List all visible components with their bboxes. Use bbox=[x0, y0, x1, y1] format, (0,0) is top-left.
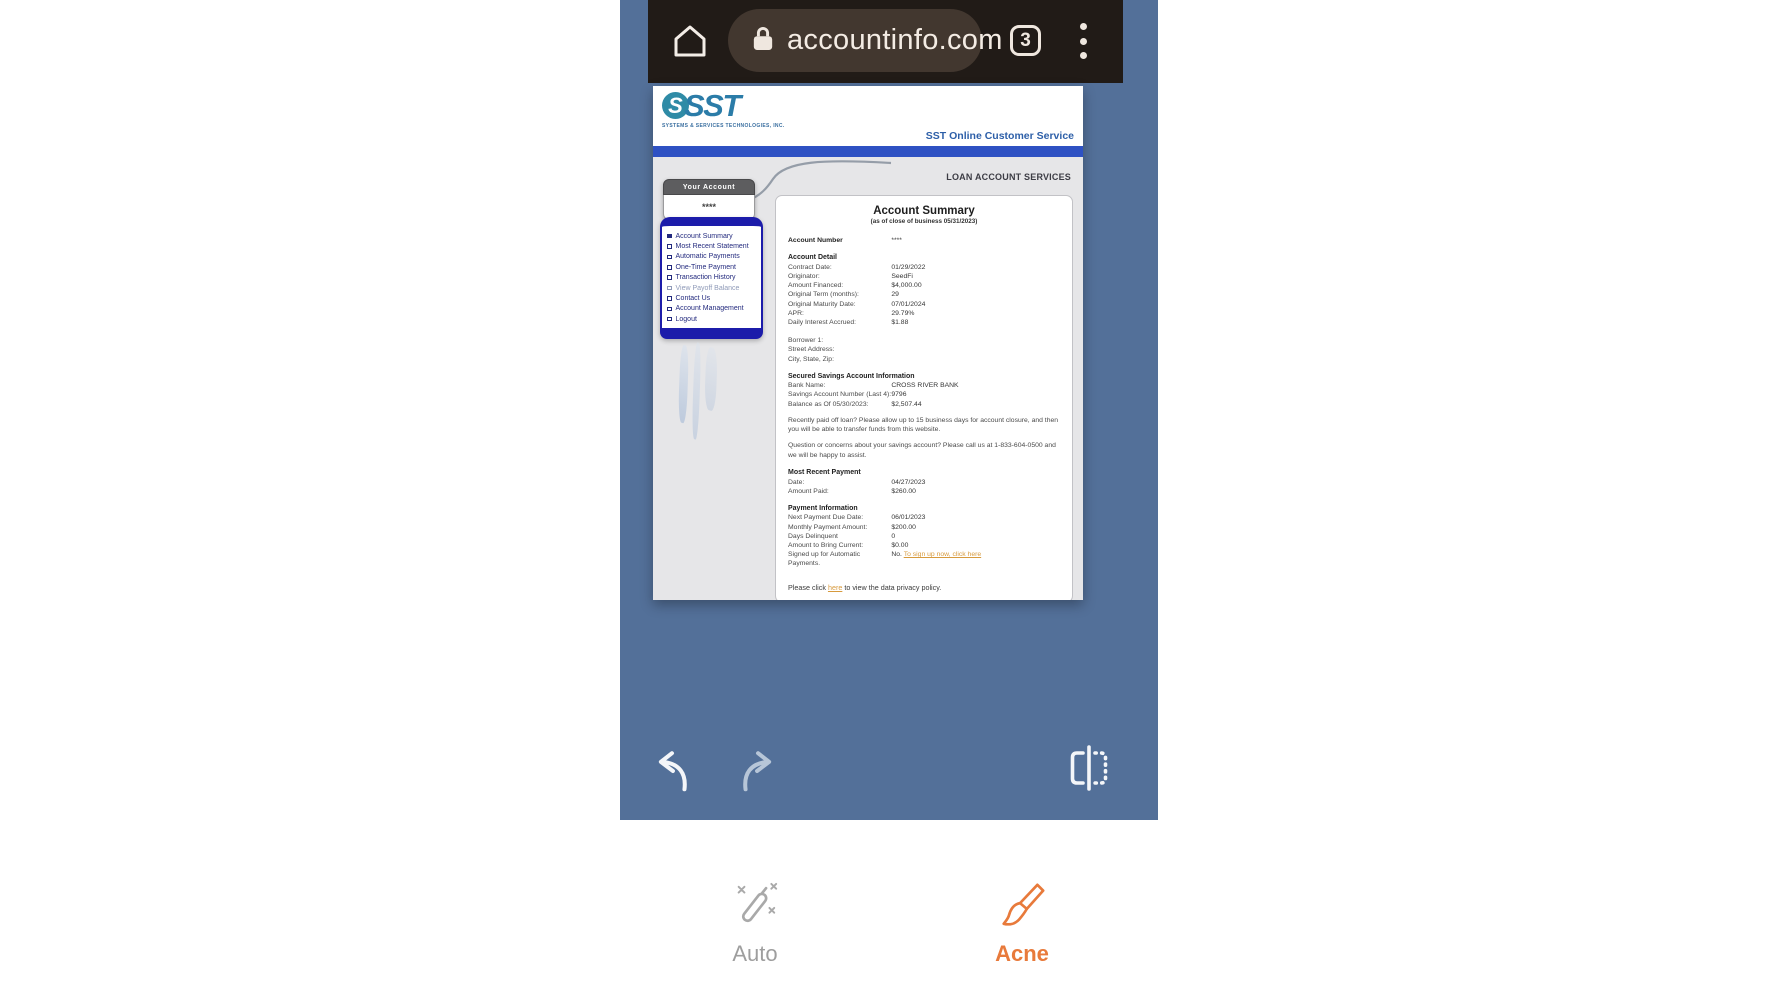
detail-row bbox=[788, 309, 1060, 318]
field-value: 29 bbox=[891, 291, 899, 299]
before-after-compare-button[interactable] bbox=[1062, 740, 1116, 801]
kebab-dot bbox=[1080, 38, 1087, 45]
detail-row bbox=[788, 272, 1060, 281]
field-label: Days Delinquent bbox=[788, 532, 838, 540]
account-summary-card bbox=[775, 195, 1073, 600]
magic-wand-icon bbox=[730, 919, 780, 936]
nav-menu-label: Automatic Payments bbox=[675, 253, 740, 261]
account-detail-rows bbox=[788, 263, 1060, 327]
autopay-signup-link[interactable]: To sign up now, click here bbox=[903, 551, 982, 559]
kebab-dot bbox=[1080, 23, 1087, 30]
bullet-icon bbox=[667, 265, 672, 270]
address-line: Street Address: bbox=[788, 346, 835, 354]
bullet-icon bbox=[667, 255, 672, 260]
bullet-icon bbox=[667, 275, 672, 280]
field-label: Originator: bbox=[788, 272, 820, 280]
sst-logo-text: SST bbox=[684, 88, 740, 123]
field-value: 07/01/2024 bbox=[891, 300, 926, 308]
account-number-row bbox=[788, 236, 1060, 245]
detail-row bbox=[788, 390, 1060, 399]
detail-row bbox=[788, 400, 1060, 409]
nav-menu-label: Logout bbox=[675, 315, 697, 323]
nav-menu-label: Transaction History bbox=[675, 274, 736, 282]
tool-label: Auto bbox=[732, 941, 778, 966]
detail-row bbox=[788, 513, 1060, 522]
field-label: Bank Name: bbox=[788, 382, 826, 390]
detail-row bbox=[788, 263, 1060, 272]
url-text: accountinfo.com bbox=[787, 24, 1003, 56]
photo-editor-canvas bbox=[620, 0, 1158, 820]
undo-button[interactable] bbox=[646, 746, 696, 801]
privacy-policy-link[interactable]: here bbox=[827, 582, 843, 592]
tool-label: Acne bbox=[995, 941, 1049, 966]
field-value: $1.88 bbox=[891, 318, 909, 326]
section-heading: Secured Savings Account Information bbox=[788, 372, 915, 380]
section-heading: Payment Information bbox=[788, 504, 858, 512]
nav-menu-item[interactable] bbox=[667, 273, 758, 283]
field-label: Signed up for Automatic Payments. bbox=[788, 551, 861, 568]
privacy-text: Please click bbox=[788, 582, 828, 592]
field-label: Daily Interest Accrued: bbox=[788, 318, 856, 326]
account-nav-menu bbox=[660, 217, 763, 339]
autopay-row bbox=[788, 550, 1060, 568]
nav-menu-label: Contact Us bbox=[675, 294, 711, 302]
field-value: $4,000.00 bbox=[891, 282, 922, 290]
your-account-box bbox=[663, 179, 755, 220]
detail-row bbox=[788, 532, 1060, 541]
field-label: APR: bbox=[788, 309, 804, 317]
detail-row bbox=[788, 541, 1060, 550]
field-label: Amount Financed: bbox=[788, 282, 844, 290]
field-value: 0 bbox=[891, 532, 896, 540]
savings-rows bbox=[788, 381, 1060, 409]
brush-streak-decoration bbox=[704, 345, 717, 412]
detail-row bbox=[788, 290, 1060, 299]
field-label: Amount to Bring Current: bbox=[788, 542, 864, 550]
field-value: 29.79% bbox=[891, 309, 915, 317]
field-value: $260.00 bbox=[891, 487, 916, 495]
page-content bbox=[653, 157, 1083, 600]
detail-row bbox=[788, 478, 1060, 487]
detail-row bbox=[788, 318, 1060, 327]
nav-menu-label: Account Summary bbox=[675, 232, 733, 240]
site-header-title: SST Online Customer Service bbox=[925, 130, 1074, 142]
tab-counter-button[interactable] bbox=[1010, 25, 1041, 56]
nav-menu-item[interactable] bbox=[667, 314, 758, 324]
privacy-text: to view the data privacy policy. bbox=[842, 582, 942, 592]
card-subtitle: (as of close of business 05/31/2023) bbox=[870, 218, 978, 225]
redo-icon bbox=[734, 783, 784, 800]
browser-menu-button[interactable] bbox=[1078, 23, 1088, 59]
field-label: Balance as Of 05/30/2023: bbox=[788, 400, 869, 408]
webpage-screenshot bbox=[653, 86, 1083, 600]
tool-acne[interactable] bbox=[974, 880, 1070, 967]
nav-menu-label: Account Management bbox=[675, 305, 744, 313]
lock-icon bbox=[752, 25, 774, 57]
field-label: Next Payment Due Date: bbox=[788, 514, 864, 522]
detail-row bbox=[788, 381, 1060, 390]
tool-auto[interactable] bbox=[707, 880, 803, 967]
home-button[interactable] bbox=[670, 21, 710, 61]
payoff-note-paragraph: Recently paid off loan? Please allow up to 15 business days for account closure, and then you will be able to transfer funds from this website. bbox=[788, 416, 1059, 434]
kebab-dot bbox=[1080, 52, 1087, 59]
address-line: Borrower 1: bbox=[788, 337, 824, 345]
field-value: SeedFi bbox=[891, 272, 913, 280]
bullet-icon bbox=[667, 296, 672, 301]
contact-note-paragraph: Question or concerns about your savings account? Please call us at 1-833-604-0500 and we will be happy to assist. bbox=[788, 442, 1056, 459]
url-bar[interactable] bbox=[728, 9, 1003, 72]
field-label: Monthly Payment Amount: bbox=[788, 523, 868, 531]
sst-logo-icon: S bbox=[662, 92, 689, 119]
detail-row bbox=[788, 300, 1060, 309]
nav-menu-item[interactable] bbox=[667, 293, 758, 303]
field-label: Contract Date: bbox=[788, 263, 832, 271]
brush-streak-decoration bbox=[678, 344, 689, 425]
undo-icon bbox=[646, 783, 696, 800]
autopay-value bbox=[891, 550, 981, 568]
nav-menu-label: One-Time Payment bbox=[675, 263, 736, 271]
browser-chrome-bar bbox=[648, 0, 1123, 83]
field-label: Original Maturity Date: bbox=[788, 300, 856, 308]
your-account-header: Your Account bbox=[663, 179, 755, 195]
nav-menu-label: Most Recent Statement bbox=[675, 243, 749, 251]
detail-row bbox=[788, 487, 1060, 496]
redo-button[interactable] bbox=[734, 746, 784, 801]
autopay-status: No. bbox=[891, 551, 904, 559]
nav-menu-item[interactable] bbox=[667, 241, 758, 251]
field-value: $2,507.44 bbox=[891, 400, 922, 408]
section-heading: Most Recent Payment bbox=[788, 469, 861, 477]
field-value: 01/29/2022 bbox=[891, 263, 926, 271]
bullet-icon bbox=[667, 234, 672, 239]
brush-icon bbox=[997, 919, 1047, 936]
nav-menu-item[interactable] bbox=[667, 252, 758, 262]
payment-info-rows bbox=[788, 513, 1060, 550]
nav-menu-item[interactable] bbox=[667, 231, 758, 241]
field-label: Account Number bbox=[788, 237, 843, 244]
field-value: CROSS RIVER BANK bbox=[891, 382, 959, 390]
sst-logo-tagline: SYSTEMS & SERVICES TECHNOLOGIES, INC. bbox=[662, 123, 785, 129]
header-divider-bar bbox=[653, 146, 1083, 157]
field-value: 04/27/2023 bbox=[891, 478, 926, 486]
site-header bbox=[653, 86, 1083, 146]
detail-row bbox=[788, 281, 1060, 290]
sst-logo bbox=[662, 88, 740, 123]
account-nav-list bbox=[662, 226, 761, 328]
nav-menu-label: View Payoff Balance bbox=[675, 284, 740, 292]
bullet-icon bbox=[667, 286, 672, 291]
brush-streak-decoration bbox=[692, 341, 702, 440]
field-label: Savings Account Number (Last 4): bbox=[788, 391, 892, 399]
bullet-icon bbox=[667, 317, 672, 322]
field-value: 9796 bbox=[891, 391, 907, 399]
field-label: Amount Paid: bbox=[788, 487, 829, 495]
nav-menu-item[interactable] bbox=[667, 283, 758, 293]
field-value: $0.00 bbox=[891, 542, 909, 550]
tab-count: 3 bbox=[1020, 29, 1031, 51]
masked-account-number: **** bbox=[663, 195, 755, 220]
field-label: Date: bbox=[788, 478, 805, 486]
bullet-icon bbox=[667, 244, 672, 249]
field-value: $200.00 bbox=[891, 523, 916, 531]
section-heading: Account Detail bbox=[788, 254, 838, 262]
detail-row bbox=[788, 523, 1060, 532]
field-label: Original Term (months): bbox=[788, 291, 859, 299]
bullet-icon bbox=[667, 307, 672, 312]
loan-account-services-heading: LOAN ACCOUNT SERVICES bbox=[946, 172, 1071, 182]
nav-menu-item[interactable] bbox=[667, 304, 758, 314]
field-value: 06/01/2023 bbox=[891, 514, 926, 522]
card-title: Account Summary bbox=[873, 205, 975, 217]
privacy-policy-line bbox=[788, 583, 1060, 592]
field-value: **** bbox=[891, 237, 902, 244]
address-line: City, State, Zip: bbox=[788, 355, 834, 363]
nav-menu-item[interactable] bbox=[667, 262, 758, 272]
address-block bbox=[788, 336, 1060, 364]
home-icon bbox=[670, 48, 710, 65]
recent-payment-rows bbox=[788, 478, 1060, 496]
compare-icon bbox=[1062, 783, 1116, 800]
